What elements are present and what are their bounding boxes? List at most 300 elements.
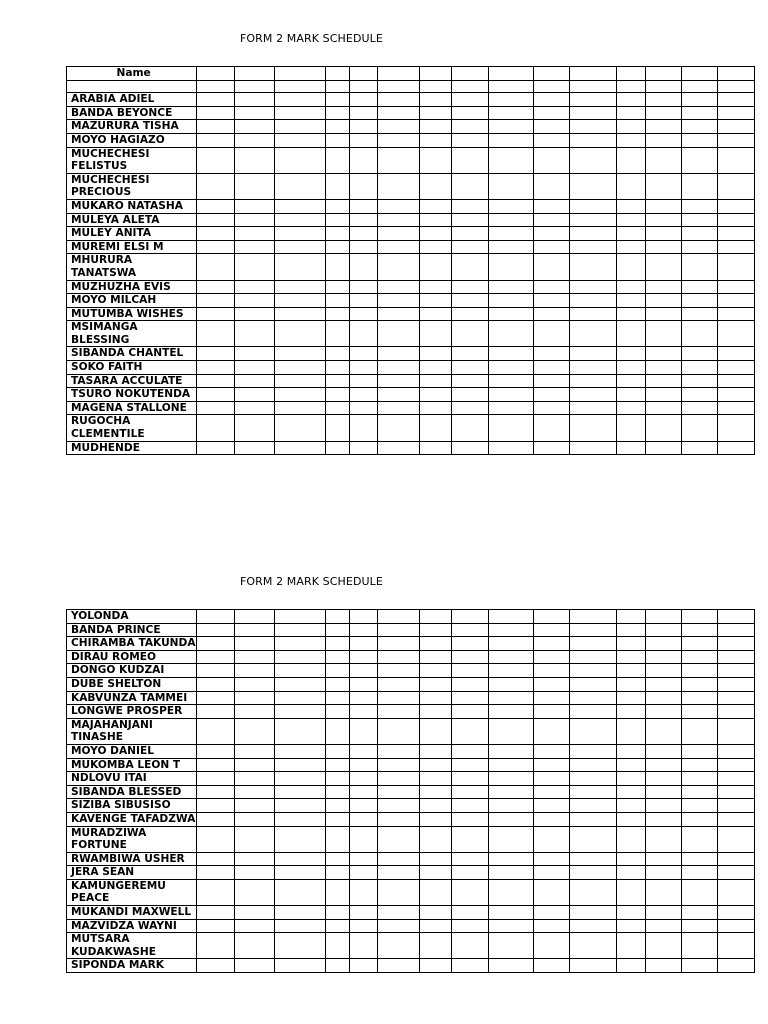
mark-cell [717,147,754,173]
mark-cell [616,133,645,147]
mark-cell [275,705,326,719]
mark-cell [420,120,452,134]
student-row [67,106,755,120]
student-name: DONGO KUDZAI [67,664,197,678]
mark-cell [197,772,235,786]
mark-cell [235,80,275,93]
mark-cell [197,415,235,441]
mark-cell [645,744,681,758]
mark-cell [350,93,378,107]
mark-cell [275,147,326,173]
mark-cell [452,374,488,388]
mark-cell [452,705,488,719]
mark-cell [235,347,275,361]
mark-cell [350,441,378,455]
student-name: MUCHECHESI FELISTUS [67,147,197,173]
mark-cell [616,705,645,719]
student-name: MULEY ANITA [67,227,197,241]
mark-cell [569,705,616,719]
mark-cell [420,240,452,254]
mark-cell [420,147,452,173]
mark-cell [235,415,275,441]
mark-cell [378,147,420,173]
mark-cell [452,401,488,415]
mark-cell [616,374,645,388]
student-name: MUZHUZHA EVIS [67,280,197,294]
mark-cell [533,785,569,799]
mark-cell [717,799,754,813]
mark-cell [681,321,717,347]
mark-cell [616,799,645,813]
mark-cell [452,664,488,678]
mark-cell [681,812,717,826]
mark-cell [533,374,569,388]
mark-cell [645,959,681,973]
mark-cell [681,254,717,280]
mark-cell [616,213,645,227]
mark-cell [275,67,326,81]
student-name: RUGOCHA CLEMENTILE [67,415,197,441]
mark-cell [569,67,616,81]
mark-cell [717,637,754,651]
mark-cell [569,254,616,280]
mark-cell [275,744,326,758]
mark-cell [533,294,569,308]
mark-cell [197,388,235,402]
mark-cell [350,133,378,147]
mark-cell [420,227,452,241]
student-name: JERA SEAN [67,866,197,880]
mark-cell [350,852,378,866]
student-name: MUTSARA KUDAKWASHE [67,933,197,959]
mark-cell [235,280,275,294]
mark-cell [420,919,452,933]
mark-cell [569,677,616,691]
mark-cell [275,799,326,813]
mark-cell [420,80,452,93]
student-name: ARABIA ADIEL [67,93,197,107]
mark-cell [378,133,420,147]
mark-cell [378,919,420,933]
mark-cell [645,147,681,173]
mark-cell [681,199,717,213]
mark-cell [275,959,326,973]
mark-cell [717,650,754,664]
mark-cell [616,120,645,134]
mark-cell [569,347,616,361]
mark-cell [616,106,645,120]
mark-cell [717,347,754,361]
mark-cell [569,361,616,375]
mark-cell [235,307,275,321]
mark-cell [197,93,235,107]
mark-cell [488,785,533,799]
mark-cell [717,866,754,880]
mark-cell [645,677,681,691]
mark-cell [452,758,488,772]
mark-cell [569,147,616,173]
mark-cell [681,933,717,959]
mark-cell [420,347,452,361]
mark-cell [533,772,569,786]
student-name: TASARA ACCULATE [67,374,197,388]
mark-cell [488,623,533,637]
mark-cell [378,852,420,866]
mark-cell [420,307,452,321]
mark-cell [326,852,350,866]
mark-cell [378,240,420,254]
mark-cell [717,173,754,199]
mark-cell [645,826,681,852]
mark-cell [488,933,533,959]
mark-cell [378,744,420,758]
student-row [67,347,755,361]
mark-cell [533,173,569,199]
mark-cell [197,637,235,651]
mark-cell [452,294,488,308]
student-name: LONGWE PROSPER [67,705,197,719]
mark-cell [488,691,533,705]
mark-cell [378,280,420,294]
student-row [67,294,755,308]
mark-cell [616,388,645,402]
student-name: MUKARO NATASHA [67,199,197,213]
mark-cell [533,93,569,107]
mark-cell [275,106,326,120]
mark-cell [350,173,378,199]
mark-cell [197,826,235,852]
mark-cell [681,785,717,799]
mark-cell [681,852,717,866]
mark-cell [326,120,350,134]
student-row [67,254,755,280]
mark-cell [452,691,488,705]
mark-cell [420,106,452,120]
mark-cell [197,401,235,415]
mark-cell [350,718,378,744]
student-name: MUDHENDE [67,441,197,455]
mark-cell [645,294,681,308]
mark-cell [681,80,717,93]
mark-cell [717,133,754,147]
mark-cell [533,758,569,772]
mark-cell [717,852,754,866]
mark-cell [197,758,235,772]
student-row [67,388,755,402]
mark-cell [681,441,717,455]
mark-cell [717,374,754,388]
mark-cell [616,307,645,321]
mark-cell [350,826,378,852]
mark-cell [197,67,235,81]
mark-cell [326,772,350,786]
mark-cell [616,691,645,705]
mark-cell [235,772,275,786]
mark-cell [681,623,717,637]
mark-cell [717,199,754,213]
student-name: SIPONDA MARK [67,959,197,973]
mark-cell [569,933,616,959]
mark-cell [235,959,275,973]
mark-cell [488,106,533,120]
mark-cell [533,744,569,758]
mark-cell [326,106,350,120]
student-row [67,772,755,786]
mark-cell [326,799,350,813]
mark-cell [378,347,420,361]
mark-cell [488,919,533,933]
mark-cell [533,691,569,705]
mark-cell [350,415,378,441]
mark-cell [235,441,275,455]
mark-cell [378,80,420,93]
mark-cell [197,106,235,120]
mark-cell [488,664,533,678]
mark-cell [378,677,420,691]
mark-cell [235,812,275,826]
mark-cell [488,441,533,455]
mark-cell [235,718,275,744]
mark-cell [350,650,378,664]
mark-cell [717,280,754,294]
mark-cell [197,959,235,973]
student-row [67,80,755,93]
mark-cell [235,705,275,719]
mark-cell [452,199,488,213]
mark-cell [645,93,681,107]
mark-cell [197,307,235,321]
mark-cell [275,610,326,624]
mark-cell [452,106,488,120]
mark-cell [616,401,645,415]
mark-cell [645,120,681,134]
mark-cell [645,705,681,719]
mark-cell [326,744,350,758]
mark-cell [326,374,350,388]
mark-cell [275,307,326,321]
mark-cell [235,758,275,772]
mark-cell [569,80,616,93]
mark-cell [326,401,350,415]
mark-cell [350,106,378,120]
mark-cell [533,147,569,173]
student-row [67,147,755,173]
mark-cell [275,415,326,441]
mark-cell [717,879,754,905]
mark-cell [717,401,754,415]
mark-cell [533,280,569,294]
mark-cell [235,744,275,758]
mark-cell [420,199,452,213]
mark-cell [378,120,420,134]
mark-cell [420,718,452,744]
student-row [67,959,755,973]
mark-cell [235,879,275,905]
mark-cell [681,374,717,388]
student-name: MAJAHANJANI TINASHE [67,718,197,744]
mark-cell [420,361,452,375]
mark-cell [616,772,645,786]
mark-cell [616,623,645,637]
mark-cell [378,933,420,959]
mark-cell [275,677,326,691]
mark-cell [235,374,275,388]
mark-cell [569,812,616,826]
mark-cell [645,227,681,241]
mark-cell [326,227,350,241]
student-row [67,812,755,826]
mark-cell [616,93,645,107]
mark-cell [197,133,235,147]
mark-cell [452,826,488,852]
mark-cell [569,610,616,624]
mark-cell [717,772,754,786]
mark-cell [645,199,681,213]
mark-cell [378,93,420,107]
student-row [67,744,755,758]
mark-cell [645,691,681,705]
mark-cell [452,933,488,959]
mark-cell [275,347,326,361]
mark-cell [350,705,378,719]
mark-cell [681,799,717,813]
student-name: MHURURA TANATSWA [67,254,197,280]
mark-cell [533,650,569,664]
student-name: BANDA PRINCE [67,623,197,637]
mark-cell [717,321,754,347]
mark-cell [350,879,378,905]
mark-cell [681,133,717,147]
mark-cell [350,374,378,388]
mark-cell [275,852,326,866]
mark-cell [235,691,275,705]
student-row [67,374,755,388]
mark-cell [717,294,754,308]
mark-cell [275,374,326,388]
mark-cell [275,254,326,280]
mark-cell [275,321,326,347]
student-name: RWAMBIWA USHER [67,852,197,866]
mark-cell [681,347,717,361]
mark-cell [717,705,754,719]
mark-schedule-table-2 [66,609,755,973]
mark-cell [378,227,420,241]
mark-cell [681,664,717,678]
mark-cell [533,80,569,93]
mark-cell [533,637,569,651]
mark-cell [275,691,326,705]
mark-cell [569,852,616,866]
student-name: MURADZIWA FORTUNE [67,826,197,852]
mark-cell [488,227,533,241]
mark-cell [533,347,569,361]
mark-cell [326,959,350,973]
mark-cell [616,677,645,691]
mark-cell [378,173,420,199]
mark-cell [569,650,616,664]
student-row [67,933,755,959]
mark-cell [420,758,452,772]
mark-cell [569,240,616,254]
mark-cell [452,173,488,199]
mark-cell [197,441,235,455]
mark-cell [717,610,754,624]
student-row [67,307,755,321]
mark-cell [645,866,681,880]
mark-cell [569,772,616,786]
mark-cell [197,744,235,758]
mark-cell [616,637,645,651]
mark-cell [275,93,326,107]
header-row [67,67,755,81]
mark-cell [645,173,681,199]
mark-cell [569,718,616,744]
mark-cell [350,758,378,772]
mark-cell [235,637,275,651]
mark-cell [378,650,420,664]
mark-cell [616,650,645,664]
student-row [67,677,755,691]
mark-cell [533,67,569,81]
mark-cell [235,254,275,280]
student-name: MAGENA STALLONE [67,401,197,415]
mark-cell [420,933,452,959]
mark-cell [681,388,717,402]
mark-cell [569,799,616,813]
mark-cell [452,227,488,241]
mark-cell [326,650,350,664]
mark-cell [533,321,569,347]
mark-cell [350,906,378,920]
mark-cell [681,240,717,254]
student-row [67,919,755,933]
mark-cell [569,120,616,134]
mark-cell [569,307,616,321]
mark-cell [197,785,235,799]
mark-cell [533,120,569,134]
mark-cell [420,826,452,852]
mark-cell [569,919,616,933]
mark-cell [717,664,754,678]
mark-cell [569,664,616,678]
mark-cell [350,120,378,134]
mark-cell [420,133,452,147]
student-row [67,785,755,799]
student-row [67,826,755,852]
mark-cell [616,785,645,799]
mark-cell [197,623,235,637]
name-column-header: Name [67,67,197,81]
mark-cell [235,120,275,134]
mark-cell [488,254,533,280]
mark-cell [275,650,326,664]
mark-cell [717,812,754,826]
mark-cell [326,718,350,744]
mark-cell [452,347,488,361]
mark-schedule-table-1 [66,66,755,455]
mark-cell [717,93,754,107]
student-name: MUCHECHESI PRECIOUS [67,173,197,199]
student-row [67,799,755,813]
mark-cell [235,799,275,813]
mark-cell [533,254,569,280]
mark-cell [275,280,326,294]
mark-cell [533,415,569,441]
mark-cell [326,826,350,852]
mark-cell [452,80,488,93]
mark-cell [420,173,452,199]
mark-cell [533,718,569,744]
